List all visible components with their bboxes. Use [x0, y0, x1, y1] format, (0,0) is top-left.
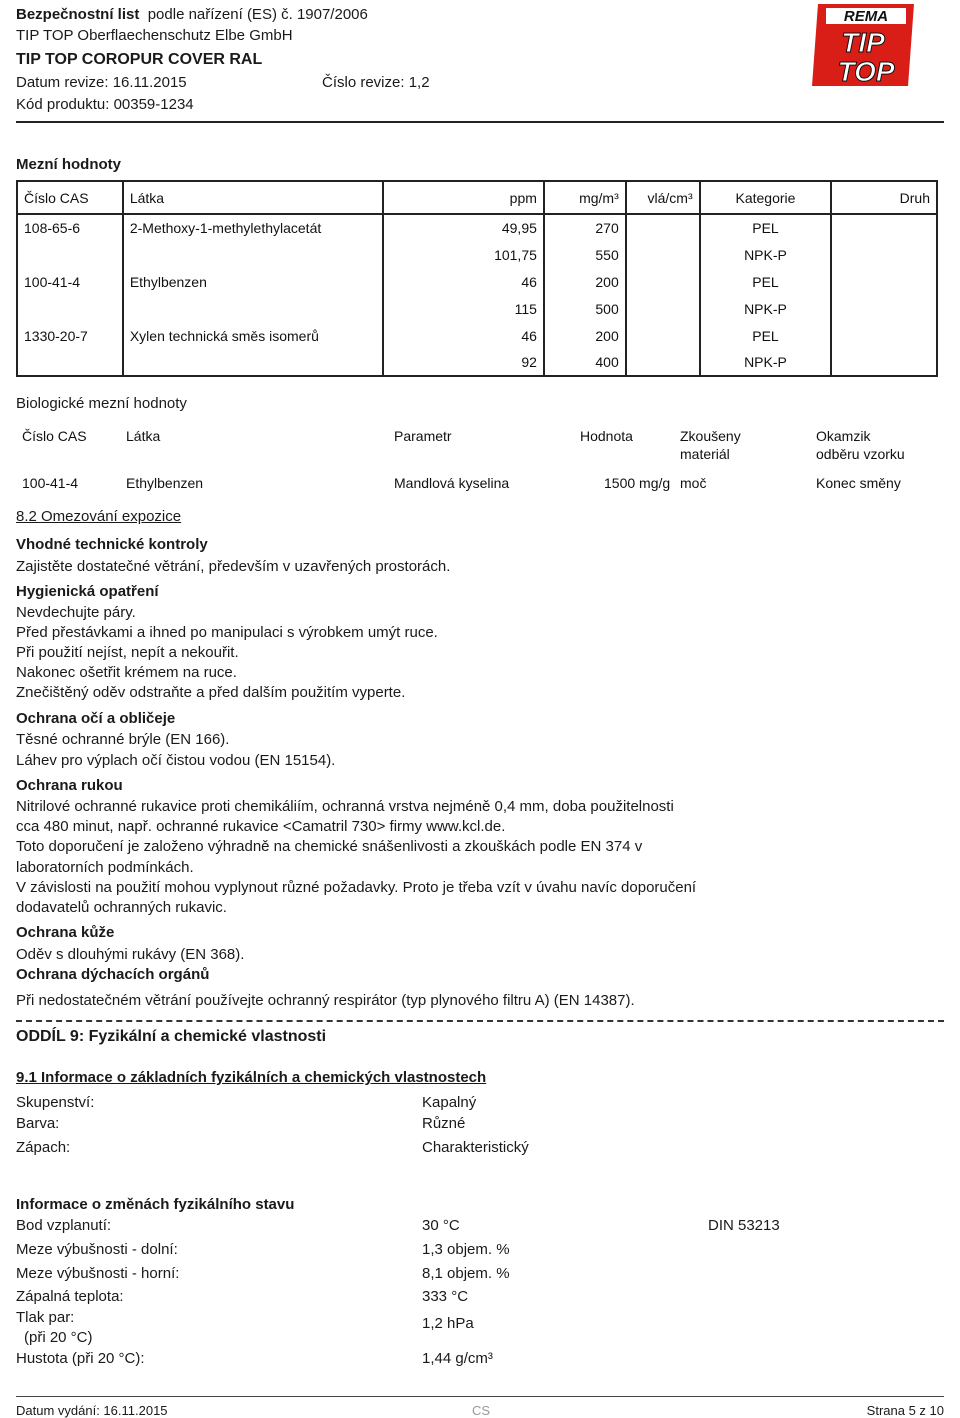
- prop-norm: DIN 53213: [708, 1217, 780, 1234]
- prop-label-sub: (při 20 °C): [24, 1329, 93, 1346]
- hygiene-line: Nevdechujte páry.: [16, 604, 136, 621]
- hygiene-line: Nakonec ošetřit krémem na ruce.: [16, 664, 237, 681]
- cell-mg: 550: [544, 241, 626, 268]
- revision-date: Datum revize: 16.11.2015: [16, 74, 187, 91]
- cell-type: [831, 322, 937, 349]
- hygiene-title: Hygienická opatření: [16, 583, 159, 600]
- cell-type: [831, 268, 937, 295]
- footer-divider: [16, 1396, 944, 1397]
- bio-col-cas: Číslo CAS: [22, 428, 87, 444]
- logo-text-top: TOP: [837, 56, 895, 87]
- sheet-title: Bezpečnostní list podle nařízení (ES) č. 1907/2006: [16, 6, 368, 23]
- cell-fibers: [626, 349, 700, 376]
- limits-title: Mezní hodnoty: [16, 156, 121, 173]
- cell-substance: [123, 295, 383, 322]
- language-code: CS: [472, 1403, 491, 1418]
- cell-type: [831, 214, 937, 241]
- prop-label: Zápalná teplota:: [16, 1288, 124, 1305]
- cell-mg: 500: [544, 295, 626, 322]
- bio-col-time-2: odběru vzorku: [816, 446, 905, 462]
- revision-number: Číslo revize: 1,2: [322, 74, 430, 91]
- cell-ppm: 46: [383, 268, 544, 295]
- bio-col-substance: Látka: [126, 428, 161, 444]
- cell-type: [831, 349, 937, 376]
- cell-mg: 270: [544, 214, 626, 241]
- cell-ppm: 46: [383, 322, 544, 349]
- cell-fibers: [626, 241, 700, 268]
- bio-cell-material: moč: [680, 475, 707, 491]
- hand-line: Nitrilové ochranné rukavice proti chemikáliím, ochranná vrstva nejméně 0,4 mm, doba použitelnosti: [16, 798, 674, 815]
- cell-cas: [17, 241, 123, 268]
- bio-col-parameter: Parametr: [394, 428, 452, 444]
- cell-ppm: 49,95: [383, 214, 544, 241]
- prop-value: Kapalný: [422, 1094, 477, 1111]
- limits-header-row: [17, 181, 937, 214]
- bio-col-time-1: Okamzik: [816, 428, 871, 444]
- prop-label: Meze výbušnosti - horní:: [16, 1265, 180, 1282]
- cell-substance: [123, 241, 383, 268]
- col-category: Kategorie: [700, 181, 832, 214]
- section9-subtitle: 9.1 Informace o základních fyzikálních a chemických vlastnostech: [16, 1069, 487, 1086]
- table-row: [17, 295, 937, 322]
- col-ppm: ppm: [383, 181, 544, 214]
- table-row: [17, 214, 937, 241]
- eye-line: Láhev pro výplach očí čistou vodou (EN 15154).: [16, 752, 336, 769]
- bio-col-material-2: materiál: [680, 446, 730, 462]
- cell-substance: [123, 349, 383, 376]
- hand-line: cca 480 minut, např. ochranné rukavice <Camatril 730> firmy www.kcl.de.: [16, 818, 506, 835]
- cell-fibers: [626, 214, 700, 241]
- cell-category: PEL: [700, 214, 832, 241]
- cell-mg: 200: [544, 268, 626, 295]
- table-row: [17, 322, 937, 349]
- product-name: TIP TOP COROPUR COVER RAL: [16, 51, 263, 68]
- cell-ppm: 92: [383, 349, 544, 376]
- hand-line: laboratorních podmínkách.: [16, 859, 194, 876]
- hand-title: Ochrana rukou: [16, 777, 123, 794]
- document-header: [0, 0, 960, 124]
- prop-value: 8,1 objem. %: [422, 1265, 510, 1282]
- cell-category: NPK-P: [700, 295, 832, 322]
- section9-title: ODDÍL 9: Fyzikální a chemické vlastnosti: [16, 1028, 327, 1045]
- cell-fibers: [626, 295, 700, 322]
- prop-label: Hustota (při 20 °C):: [16, 1350, 145, 1367]
- eye-line: Těsné ochranné brýle (EN 166).: [16, 731, 230, 748]
- logo-text-tip: TIP: [841, 27, 885, 58]
- resp-title: Ochrana dýchacích orgánů: [16, 966, 210, 983]
- prop-value: 1,44 g/cm³: [422, 1350, 493, 1367]
- hygiene-line: Při použití nejíst, nepít a nekouřit.: [16, 644, 239, 661]
- hand-line: dodavatelů ochranných rukavic.: [16, 899, 227, 916]
- cell-cas: 100-41-4: [17, 268, 123, 295]
- cell-type: [831, 295, 937, 322]
- section-divider: [16, 1020, 944, 1022]
- page-number: Strana 5 z 10: [866, 1403, 944, 1418]
- bio-col-material-1: Zkoušeny: [680, 428, 741, 444]
- bio-cell-substance: Ethylbenzen: [126, 475, 204, 491]
- cell-cas: 1330-20-7: [17, 322, 123, 349]
- change-title: Informace o změnách fyzikálního stavu: [16, 1196, 295, 1213]
- bio-cell-value: 1500 mg/g: [604, 475, 671, 491]
- limits-table: [16, 180, 938, 377]
- bio-col-value: Hodnota: [580, 428, 633, 444]
- prop-value: Charakteristický: [422, 1139, 529, 1156]
- cell-fibers: [626, 322, 700, 349]
- col-cas: Číslo CAS: [17, 181, 123, 214]
- col-substance: Látka: [123, 181, 383, 214]
- cell-ppm: 101,75: [383, 241, 544, 268]
- prop-label: Zápach:: [16, 1139, 71, 1156]
- prop-value: 30 °C: [422, 1217, 460, 1234]
- col-fibers: vlá/cm³: [626, 181, 700, 214]
- issue-date: Datum vydání: 16.11.2015: [16, 1403, 168, 1418]
- cell-cas: 108-65-6: [17, 214, 123, 241]
- header-divider: [16, 121, 944, 123]
- prop-value: 1,2 hPa: [422, 1315, 474, 1332]
- hand-line: V závislosti na použití mohou vyplynout různé požadavky. Proto je třeba vzít v úvahu navíc doporučení: [16, 879, 697, 896]
- cell-substance: Ethylbenzen: [123, 268, 383, 295]
- cell-type: [831, 241, 937, 268]
- prop-value: 333 °C: [422, 1288, 469, 1305]
- cell-cas: [17, 295, 123, 322]
- bio-cell-time: Konec směny: [816, 475, 901, 491]
- col-mg: mg/m³: [544, 181, 626, 214]
- hygiene-line: Znečištěný oděv odstraňte a před dalším použitím vyperte.: [16, 684, 406, 701]
- table-row: [17, 268, 937, 295]
- hand-line: Toto doporučení je založeno výhradně na chemické snášenlivosti a zkouškách podle EN 374 v: [16, 838, 643, 855]
- prop-label: Bod vzplanutí:: [16, 1217, 112, 1234]
- prop-label: Meze výbušnosti - dolní:: [16, 1241, 178, 1258]
- logo-text-rema: REMA: [843, 8, 889, 25]
- bio-title: Biologické mezní hodnoty: [16, 395, 187, 412]
- cell-category: NPK-P: [700, 241, 832, 268]
- prop-label: Skupenství:: [16, 1094, 95, 1111]
- rema-tip-top-logo: [808, 2, 918, 88]
- prop-label: Barva:: [16, 1115, 60, 1132]
- eye-title: Ochrana očí a obličeje: [16, 710, 176, 727]
- prop-label: Tlak par:: [16, 1309, 75, 1326]
- table-row: [17, 241, 937, 268]
- exposure-title: 8.2 Omezování expozice: [16, 508, 182, 525]
- tech-title: Vhodné technické kontroly: [16, 536, 208, 553]
- cell-ppm: 115: [383, 295, 544, 322]
- cell-cas: [17, 349, 123, 376]
- bio-cell-cas: 100-41-4: [22, 475, 79, 491]
- table-row: [17, 349, 937, 376]
- company-name: TIP TOP Oberflaechenschutz Elbe GmbH: [16, 27, 293, 44]
- tech-text: Zajistěte dostatečné větrání, především v uzavřených prostorách.: [16, 558, 451, 575]
- cell-category: PEL: [700, 322, 832, 349]
- cell-category: NPK-P: [700, 349, 832, 376]
- skin-title: Ochrana kůže: [16, 924, 115, 941]
- prop-value: 1,3 objem. %: [422, 1241, 510, 1258]
- cell-fibers: [626, 268, 700, 295]
- cell-mg: 400: [544, 349, 626, 376]
- cell-substance: 2-Methoxy-1-methylethylacetát: [123, 214, 383, 241]
- product-code: Kód produktu: 00359-1234: [16, 96, 194, 113]
- hygiene-line: Před přestávkami a ihned po manipulaci s výrobkem umýt ruce.: [16, 624, 438, 641]
- skin-text: Oděv s dlouhými rukávy (EN 368).: [16, 946, 245, 963]
- cell-category: PEL: [700, 268, 832, 295]
- col-type: Druh: [831, 181, 937, 214]
- resp-text: Při nedostatečném větrání používejte ochranný respirátor (typ plynového filtru A) (EN 14387).: [16, 992, 635, 1009]
- bio-cell-parameter: Mandlová kyselina: [394, 475, 510, 491]
- cell-mg: 200: [544, 322, 626, 349]
- cell-substance: Xylen technická směs isomerů: [123, 322, 383, 349]
- prop-value: Různé: [422, 1115, 466, 1132]
